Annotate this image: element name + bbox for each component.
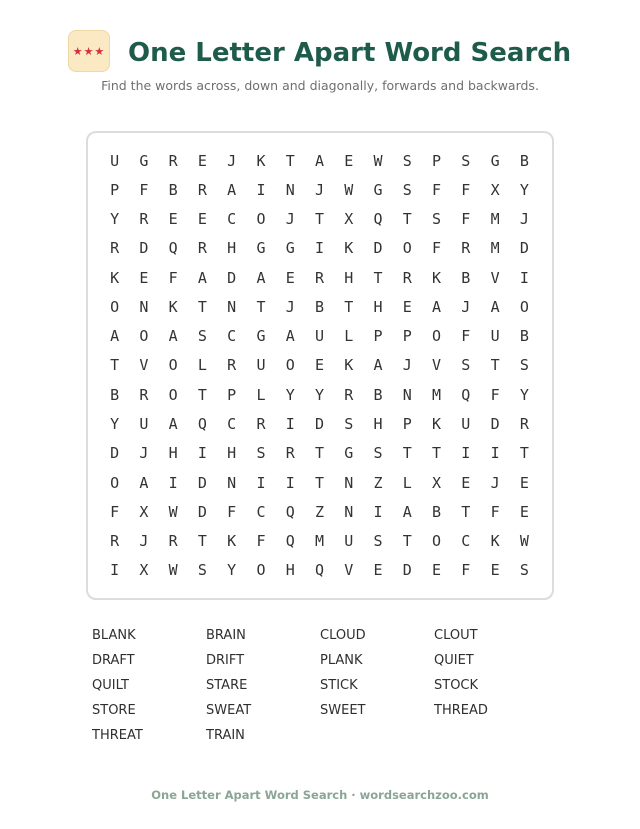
grid-cell[interactable]: G [139,151,149,170]
grid-cell[interactable]: B [432,502,442,521]
grid-cell[interactable]: I [197,444,207,463]
grid-cell[interactable]: R [227,356,237,375]
grid-cell[interactable]: M [490,239,500,258]
grid-cell[interactable]: Q [285,502,295,521]
grid-cell[interactable]: R [139,385,149,404]
word-list-item: QUIET [434,653,474,668]
grid-cell[interactable]: X [432,473,442,492]
word-list-item: STORE [92,703,136,718]
grid-cell[interactable]: E [432,561,442,580]
grid-cell[interactable]: N [285,180,295,199]
grid-cell[interactable]: G [256,327,266,346]
grid-cell[interactable]: W [168,502,178,521]
grid-cell[interactable]: C [227,327,237,346]
grid-cell[interactable]: O [256,561,266,580]
grid-cell[interactable]: E [402,297,412,316]
grid-cell[interactable]: F [461,210,471,229]
word-list-item: STARE [206,678,248,693]
grid-cell[interactable]: I [256,473,266,492]
grid-cell[interactable]: A [227,180,237,199]
grid-cell[interactable]: B [373,385,383,404]
header [0,28,640,76]
grid-cell[interactable]: L [256,385,266,404]
grid-cell[interactable]: H [373,297,383,316]
grid-cell[interactable]: H [285,561,295,580]
grid-cell[interactable]: T [490,356,500,375]
grid-cell[interactable]: S [197,327,207,346]
grid-cell[interactable]: E [519,502,529,521]
grid-cell[interactable]: N [344,502,354,521]
logo-stars-icon: ★★★ [68,30,110,72]
grid-cell[interactable]: S [519,356,529,375]
grid-cell[interactable]: T [285,151,295,170]
grid-cell[interactable]: F [432,180,442,199]
grid-cell[interactable]: Q [285,532,295,551]
grid-cell[interactable]: Z [314,502,324,521]
grid-cell[interactable]: N [139,297,149,316]
grid-cell[interactable]: S [344,415,354,434]
grid-cell[interactable]: D [197,473,207,492]
grid-cell[interactable]: T [402,532,412,551]
grid-cell[interactable]: Q [197,415,207,434]
grid-cell[interactable]: R [110,239,120,258]
grid-cell[interactable]: I [110,561,120,580]
grid-cell[interactable]: K [110,268,120,287]
grid-cell[interactable]: H [373,415,383,434]
grid-cell[interactable]: S [519,561,529,580]
grid-cell[interactable]: I [519,268,529,287]
grid-cell[interactable]: Z [373,473,383,492]
grid-cell[interactable]: F [168,268,178,287]
grid-cell[interactable]: T [402,444,412,463]
grid-cell[interactable]: T [373,268,383,287]
grid-cell[interactable]: E [168,210,178,229]
word-list-item: TRAIN [206,728,245,743]
grid-cell[interactable]: N [402,385,412,404]
grid-cell[interactable]: S [461,356,471,375]
grid-cell[interactable]: X [490,180,500,199]
grid-cell[interactable]: V [344,561,354,580]
grid-cell[interactable]: J [139,532,149,551]
grid-cell[interactable]: R [168,532,178,551]
grid-cell[interactable]: A [402,502,412,521]
grid-cell[interactable]: S [461,151,471,170]
grid-cell[interactable]: E [461,473,471,492]
grid-cell[interactable]: J [519,210,529,229]
grid-cell[interactable]: R [168,151,178,170]
grid-cell[interactable]: R [139,210,149,229]
grid-cell[interactable]: E [285,268,295,287]
grid-cell[interactable]: H [227,239,237,258]
grid-cell[interactable]: T [344,297,354,316]
grid-cell[interactable]: Y [519,180,529,199]
grid-cell[interactable]: R [519,415,529,434]
grid-cell[interactable]: J [461,297,471,316]
grid-cell[interactable]: I [490,444,500,463]
grid-cell[interactable]: K [256,151,266,170]
grid-cell[interactable]: S [402,180,412,199]
grid-cell[interactable]: T [519,444,529,463]
grid-cell[interactable]: U [256,356,266,375]
grid-cell[interactable]: X [139,502,149,521]
grid-cell[interactable]: U [314,327,324,346]
grid-cell[interactable]: D [227,268,237,287]
grid-cell[interactable]: L [402,473,412,492]
grid-cell[interactable]: K [227,532,237,551]
grid-cell[interactable]: E [490,561,500,580]
grid-cell[interactable]: M [490,210,500,229]
word-list-item: STICK [320,678,358,693]
word-list-item: STOCK [434,678,479,693]
grid-cell[interactable]: E [314,356,324,375]
grid-cell[interactable]: W [519,532,529,551]
grid-cell[interactable]: X [139,561,149,580]
grid-cell[interactable]: P [402,327,412,346]
grid-cell[interactable]: R [314,268,324,287]
grid-cell[interactable]: Q [461,385,471,404]
grid-cell[interactable]: J [314,180,324,199]
grid-cell[interactable]: K [432,415,442,434]
grid-cell[interactable]: I [168,473,178,492]
grid-cell[interactable]: H [344,268,354,287]
grid-cell[interactable]: W [373,151,383,170]
grid-cell[interactable]: O [168,356,178,375]
grid-cell[interactable]: B [314,297,324,316]
grid-cell[interactable]: P [110,180,120,199]
grid-cell[interactable]: A [432,297,442,316]
grid-cell[interactable]: T [197,385,207,404]
grid-cell[interactable]: I [285,415,295,434]
grid-cell[interactable]: T [256,297,266,316]
grid-cell[interactable]: R [344,385,354,404]
grid-cell[interactable]: N [344,473,354,492]
grid-cell[interactable]: O [139,327,149,346]
grid-cell[interactable]: O [519,297,529,316]
puzzle-grid[interactable] [100,146,539,585]
grid-cell[interactable]: T [461,502,471,521]
grid-cell[interactable]: P [432,151,442,170]
grid-cell[interactable]: O [432,327,442,346]
grid-cell[interactable]: A [168,415,178,434]
grid-cell[interactable]: L [197,356,207,375]
grid-cell[interactable]: R [110,532,120,551]
grid-cell[interactable]: R [197,180,207,199]
grid-cell[interactable]: K [432,268,442,287]
grid-cell[interactable]: Q [314,561,324,580]
grid-cell[interactable]: F [432,239,442,258]
grid-cell[interactable]: M [432,385,442,404]
grid-cell[interactable]: C [227,210,237,229]
grid-cell[interactable]: B [168,180,178,199]
grid-cell[interactable]: J [285,297,295,316]
grid-cell[interactable]: O [110,297,120,316]
grid-cell[interactable]: P [227,385,237,404]
grid-cell[interactable]: U [139,415,149,434]
grid-cell[interactable]: J [402,356,412,375]
grid-cell[interactable]: I [373,502,383,521]
grid-cell[interactable]: J [285,210,295,229]
grid-cell[interactable]: T [197,532,207,551]
grid-cell[interactable]: T [197,297,207,316]
grid-cell[interactable]: A [373,356,383,375]
grid-cell[interactable]: N [227,473,237,492]
grid-cell[interactable]: T [314,473,324,492]
grid-cell[interactable]: D [139,239,149,258]
grid-cell[interactable]: F [490,502,500,521]
instructions-subtitle: Find the words across, down and diagonally, forwards and backwards. [101,78,539,93]
word-list-item: CLOUT [434,628,478,643]
grid-cell[interactable]: O [110,473,120,492]
grid-cell[interactable]: K [344,239,354,258]
grid-cell[interactable]: Y [519,385,529,404]
grid-cell[interactable]: J [227,151,237,170]
grid-cell[interactable]: I [285,473,295,492]
grid-cell[interactable]: R [285,444,295,463]
grid-cell[interactable]: O [402,239,412,258]
grid-cell[interactable]: X [344,210,354,229]
grid-cell[interactable]: B [461,268,471,287]
grid-cell[interactable]: R [461,239,471,258]
grid-cell[interactable]: D [110,444,120,463]
grid-cell[interactable]: N [227,297,237,316]
grid-cell[interactable]: E [197,210,207,229]
grid-cell[interactable]: Q [373,210,383,229]
grid-cell[interactable]: V [432,356,442,375]
grid-cell[interactable]: A [285,327,295,346]
word-list-item: DRIFT [206,653,245,668]
grid-cell[interactable]: A [197,268,207,287]
grid-cell[interactable]: Q [168,239,178,258]
word-list-item: BRAIN [206,628,246,643]
grid-cell[interactable]: F [227,502,237,521]
grid-cell[interactable]: D [314,415,324,434]
grid-cell[interactable]: G [490,151,500,170]
grid-cell[interactable]: D [490,415,500,434]
grid-cell[interactable]: S [256,444,266,463]
grid-cell[interactable]: C [227,415,237,434]
grid-cell[interactable]: F [256,532,266,551]
grid-cell[interactable]: O [432,532,442,551]
grid-cell[interactable]: T [314,444,324,463]
grid-cell[interactable]: S [373,532,383,551]
word-list-item: THREAT [92,728,143,743]
grid-cell[interactable]: H [168,444,178,463]
word-list-item: DRAFT [92,653,135,668]
grid-cell[interactable]: T [432,444,442,463]
word-list-item: SWEAT [206,703,252,718]
grid-cell[interactable]: B [519,151,529,170]
grid-cell[interactable]: J [490,473,500,492]
grid-cell[interactable]: P [402,415,412,434]
grid-cell[interactable]: J [139,444,149,463]
grid-cell[interactable]: C [256,502,266,521]
grid-cell[interactable]: I [256,180,266,199]
grid-cell[interactable]: A [490,297,500,316]
page-title: One Letter Apart Word Search [128,38,572,68]
word-list-item: SWEET [320,703,366,718]
grid-cell[interactable]: Y [110,210,120,229]
grid-cell[interactable]: O [285,356,295,375]
grid-cell[interactable]: R [197,239,207,258]
grid-cell[interactable]: V [139,356,149,375]
grid-cell[interactable]: S [402,151,412,170]
grid-cell[interactable]: M [314,532,324,551]
word-list-item: THREAD [434,703,488,718]
grid-cell[interactable]: G [344,444,354,463]
grid-cell[interactable]: F [461,327,471,346]
grid-cell[interactable]: D [402,561,412,580]
grid-cell[interactable]: F [490,385,500,404]
grid-cell[interactable]: P [373,327,383,346]
grid-cell[interactable]: E [139,268,149,287]
grid-cell[interactable]: C [461,532,471,551]
grid-cell[interactable]: A [139,473,149,492]
grid-cell[interactable]: F [110,502,120,521]
grid-cell[interactable]: T [314,210,324,229]
grid-cell[interactable]: F [139,180,149,199]
word-list-item: BLANK [92,628,136,643]
grid-cell[interactable]: E [519,473,529,492]
grid-cell[interactable]: E [197,151,207,170]
grid-cell[interactable]: O [256,210,266,229]
grid-cell[interactable]: T [402,210,412,229]
grid-cell[interactable]: W [344,180,354,199]
grid-cell[interactable]: G [373,180,383,199]
grid-cell[interactable]: S [197,561,207,580]
grid-cell[interactable]: K [168,297,178,316]
grid-cell[interactable]: O [168,385,178,404]
grid-cell[interactable]: T [110,356,120,375]
footer-credit: One Letter Apart Word Search · wordsearchzoo.com [151,788,489,802]
word-list-item: CLOUD [320,628,366,643]
grid-cell[interactable]: Y [110,415,120,434]
grid-cell[interactable]: W [168,561,178,580]
grid-cell[interactable]: L [344,327,354,346]
grid-cell[interactable]: H [227,444,237,463]
grid-cell[interactable]: E [373,561,383,580]
grid-cell[interactable]: Y [227,561,237,580]
grid-cell[interactable]: E [344,151,354,170]
grid-cell[interactable]: U [461,415,471,434]
grid-cell[interactable]: D [197,502,207,521]
grid-cell[interactable]: A [168,327,178,346]
grid-cell[interactable]: B [519,327,529,346]
grid-cell[interactable]: K [490,532,500,551]
grid-cell[interactable]: Y [314,385,324,404]
grid-cell[interactable]: R [402,268,412,287]
word-list-item: PLANK [320,653,363,668]
grid-cell[interactable]: D [519,239,529,258]
grid-cell[interactable]: F [461,561,471,580]
grid-cell[interactable]: D [373,239,383,258]
grid-cell[interactable]: A [256,268,266,287]
grid-cell[interactable]: I [314,239,324,258]
grid-cell[interactable]: K [344,356,354,375]
grid-cell[interactable]: U [110,151,120,170]
word-list-item: QUILT [92,678,129,693]
grid-cell[interactable]: B [110,385,120,404]
grid-cell[interactable]: V [490,268,500,287]
grid-cell[interactable]: U [490,327,500,346]
grid-cell[interactable]: F [461,180,471,199]
grid-cell[interactable]: G [256,239,266,258]
grid-cell[interactable]: S [373,444,383,463]
grid-cell[interactable]: S [432,210,442,229]
grid-cell[interactable]: A [110,327,120,346]
grid-cell[interactable]: A [314,151,324,170]
grid-cell[interactable]: I [461,444,471,463]
grid-cell[interactable]: Y [285,385,295,404]
grid-cell[interactable]: U [344,532,354,551]
grid-cell[interactable]: G [285,239,295,258]
grid-cell[interactable]: R [256,415,266,434]
word-list [92,623,552,748]
